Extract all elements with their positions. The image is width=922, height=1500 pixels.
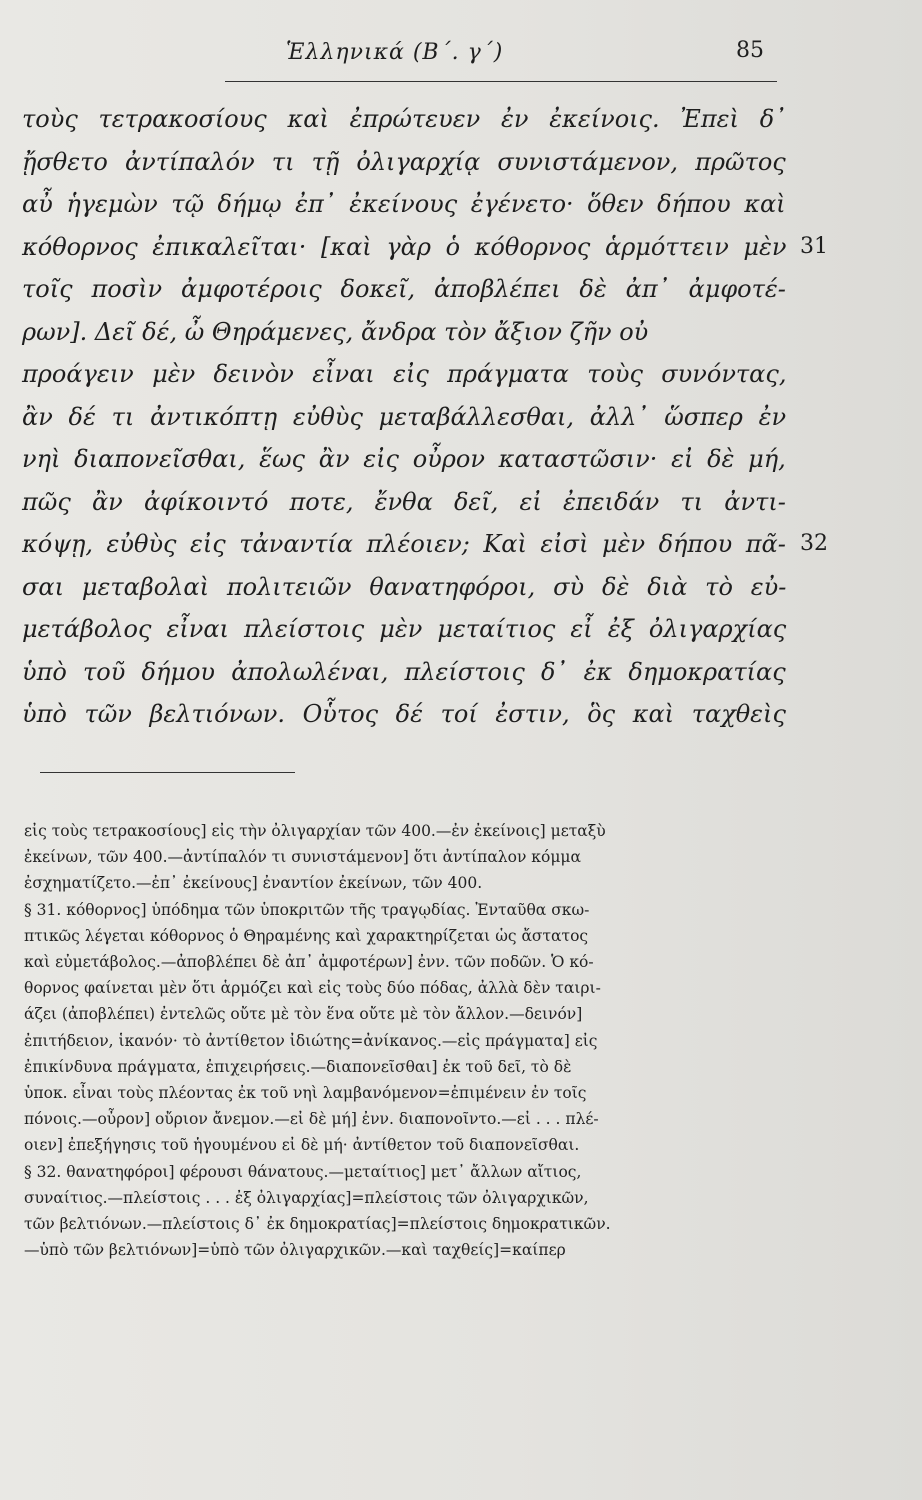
text-line-content: τοὺς τετρακοσίους καὶ ἐπρώτευεν ἐν ἐκείνοις. Ἐπεὶ δ᾽ — [22, 105, 787, 133]
text-line-content: κόθορνος ἐπικαλεῖται· [καὶ γὰρ ὁ κόθορνος ἁρμόττειν μὲν — [22, 232, 787, 261]
text-line-content: νηὶ διαπονεῖσθαι, ἕως ἂν εἰς οὖρον καταστῶσιν· εἰ δὲ μή, — [22, 445, 786, 473]
text-line-content: σαι μεταβολαὶ πολιτειῶν θανατηφόροι, σὺ δὲ διὰ τὸ εὐ- — [22, 572, 787, 601]
note-line: εἰς τοὺς τετρακοσίους] εἰς τὴν ὀλιγαρχίαν τῶν 400.—ἐν ἐκείνοις] μεταξὺ — [24, 822, 606, 840]
page-number: 85 — [736, 38, 764, 63]
note-line: οιεν] ἐπεξήγησις τοῦ ἡγουμένου εἰ δὲ μή· ἀντίθετον τοῦ διαπονεῖσθαι. — [24, 1136, 580, 1155]
header-rule — [225, 81, 777, 82]
note-line: § 31. κόθορνος] ὑπόδημα τῶν ὑποκριτῶν τῆς τραγῳδίας. Ἐνταῦθα σκω- — [24, 900, 590, 919]
note-line: συναίτιος.—πλείστοις . . . ἐξ ὀλιγαρχίας]=πλείστοις τῶν ὀλιγαρχικῶν, — [24, 1188, 589, 1207]
text-line-content: ᾔσθετο ἀντίπαλόν τι τῇ ὀλιγαρχίᾳ συνιστάμενον, πρῶτος — [22, 147, 786, 176]
note-line: ἐπικίνδυνα πράγματα, ἐπιχειρήσεις.—διαπονεῖσθαι] ἐκ τοῦ δεῖ, τὸ δὲ — [24, 1057, 572, 1076]
text-line — [22, 651, 822, 694]
text-line-content: ὑπὸ τοῦ δήμου ἀπολωλέναι, πλείστοις δ᾽ ἐκ δημοκρατίας — [22, 657, 786, 686]
text-line-content: αὖ ἡγεμὼν τῷ δήμῳ ἐπ᾽ ἐκείνους ἐγένετο· ὅθεν δήπου καὶ — [22, 190, 786, 218]
text-line — [22, 226, 828, 269]
text-line — [22, 268, 822, 311]
text-line — [22, 141, 822, 184]
main-text — [22, 98, 828, 736]
text-line-content: τοῖς ποσὶν ἀμφοτέροις δοκεῖ, ἀποβλέπει δὲ ἀπ᾽ ἀμφοτέ- — [22, 275, 786, 303]
text-line — [22, 566, 822, 609]
section-number: 32 — [800, 531, 828, 556]
text-line-content: πῶς ἂν ἀφίκοιντό ποτε, ἔνθα δεῖ, εἰ ἐπειδάν τι ἀντι- — [22, 487, 786, 516]
text-line — [22, 183, 822, 226]
text-line — [22, 481, 822, 524]
text-line-content: κόψῃ, εὐθὺς εἰς τἀναντία πλέοιεν; Καὶ εἰσὶ μὲν δήπου πᾶ- — [22, 530, 786, 558]
text-line-content: ὑπὸ τῶν βελτιόνων. Οὗτος δέ τοί ἐστιν, ὃς καὶ ταχθεὶς — [22, 700, 786, 728]
commentary-notes — [24, 818, 814, 1263]
text-line — [22, 353, 822, 396]
note-line: καὶ εὐμετάβολος.—ἀποβλέπει δὲ ἀπ᾽ ἀμφοτέρων] ἐνν. τῶν ποδῶν. Ὁ κό- — [24, 953, 594, 972]
footnote-rule — [40, 772, 295, 773]
text-line — [22, 608, 822, 651]
note-line: ἐσχηματίζετο.—ἐπ᾽ ἐκείνους] ἐναντίον ἐκείνων, τῶν 400. — [24, 874, 483, 893]
note-line: ἐπιτήδειον, ἱκανόν· τὸ ἀντίθετον ἰδιώτης=ἀνίκανος.—εἰς πράγματα] εἰς — [24, 1031, 598, 1050]
text-line-content: μετάβολος εἶναι πλείστοις μὲν μεταίτιος εἶ ἐξ ὀλιγαρχίας — [22, 615, 787, 643]
note-line: άζει (ἀποβλέπει) ἐντελῶς οὔτε μὲ τὸν ἕνα οὔτε μὲ τὸν ἄλλον.—δεινόν] — [24, 1005, 583, 1024]
page-header — [0, 34, 922, 74]
running-title: Ἑλληνικά (Β΄. γ΄) — [286, 40, 504, 65]
text-line — [22, 396, 822, 439]
text-line — [22, 438, 822, 481]
text-line — [22, 693, 822, 736]
text-line-content: προάγειν μὲν δεινὸν εἶναι εἰς πράγματα τοὺς συνόντας, — [22, 360, 787, 388]
text-line-content: ρων]. Δεῖ δέ, ὦ Θηράμενες, ἄνδρα τὸν ἄξιον ζῆν οὐ — [22, 317, 649, 346]
note-line: § 32. θανατηφόροι] φέρουσι θάνατους.—μεταίτιος] μετ᾽ ἄλλων αἴτιος, — [24, 1162, 582, 1181]
text-line-content: ἂν δέ τι ἀντικόπτῃ εὐθὺς μεταβάλλεσθαι, ἀλλ᾽ ὥσπερ ἐν — [22, 402, 787, 431]
note-line: ἐκείνων, τῶν 400.—ἀντίπαλόν τι συνιστάμενον] ὅτι ἀντίπαλον κόμμα — [24, 848, 581, 867]
note-line: τῶν βελτιόνων.—πλείστοις δ᾽ ἐκ δημοκρατίας]=πλείστοις δημοκρατικῶν. — [24, 1215, 611, 1234]
text-line — [22, 311, 822, 354]
note-line: —ὑπὸ τῶν βελτιόνων]=ὑπὸ τῶν ὀλιγαρχικῶν.—καὶ ταχθείς]=καίπερ — [24, 1241, 566, 1260]
note-line: πόνοις.—οὖρον] οὔριον ἄνεμον.—εἰ δὲ μή] ἐνν. διαπονοῖντο.—εἰ . . . πλέ- — [24, 1110, 599, 1129]
note-line: ὑποκ. εἶναι τοὺς πλέοντας ἐκ τοῦ νηὶ λαμβανόμενον=ἐπιμένειν ἐν τοῖς — [24, 1084, 587, 1103]
note-line: πτικῶς λέγεται κόθορνος ὁ Θηραμένης καὶ χαρακτηρίζεται ὡς ἄστατος — [24, 926, 589, 945]
section-number: 31 — [800, 233, 828, 259]
note-line: θορνος φαίνεται μὲν ὅτι ἁρμόζει καὶ εἰς τοὺς δύο πόδας, ἀλλὰ δὲν ταιρι- — [24, 979, 601, 998]
text-line — [22, 98, 822, 141]
text-line — [22, 523, 828, 566]
